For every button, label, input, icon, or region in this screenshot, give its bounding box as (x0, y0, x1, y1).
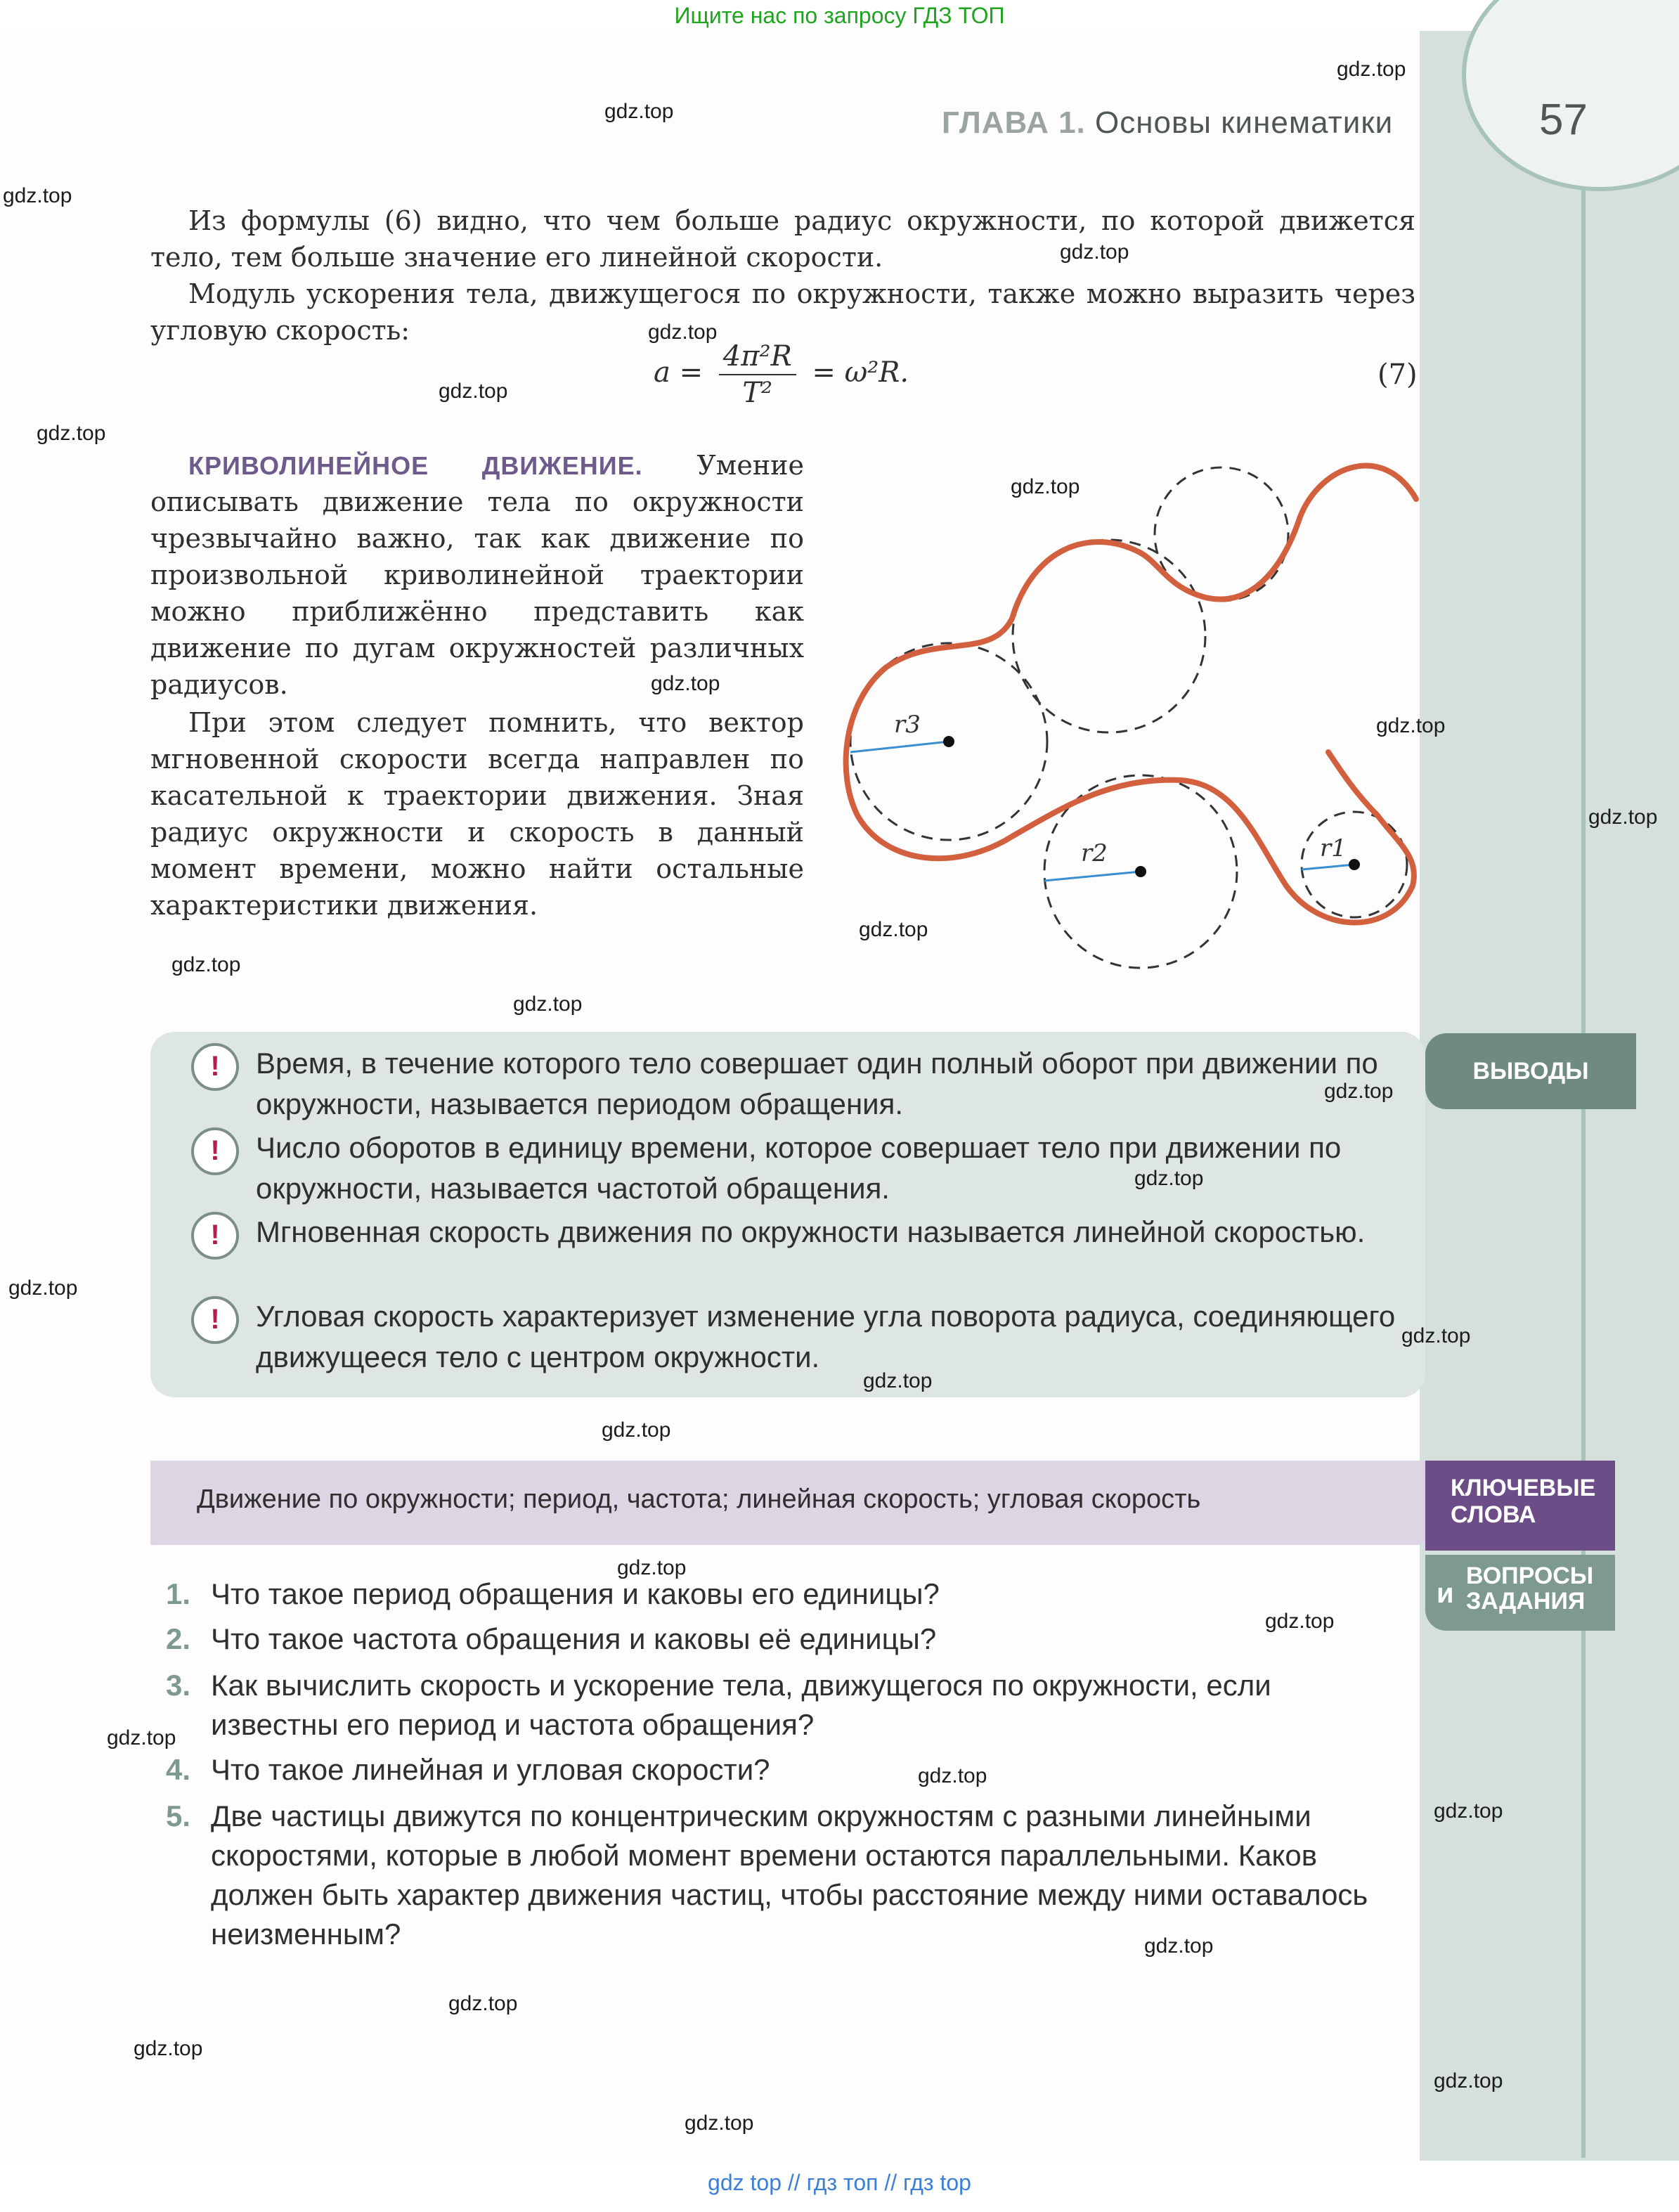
radius-line-r3 (850, 742, 949, 752)
watermark: gdz.top (685, 2111, 754, 2135)
curvilinear-trajectory-diagram (829, 450, 1448, 984)
watermark: gdz.top (651, 672, 720, 695)
curvilinear-heading: КРИВОЛИНЕЙНОЕ ДВИЖЕНИЕ. (188, 451, 643, 480)
question-text: Что такое период обращения и каковы его единицы? (211, 1577, 940, 1610)
questions-tab (1425, 1555, 1615, 1631)
question-item (166, 1666, 1392, 1745)
keywords-tab-line1: КЛЮЧЕВЫЕ (1451, 1475, 1596, 1501)
label-r3: r3 (894, 711, 921, 739)
paragraph-radius: Из формулы (6) видно, что чем больше радиус окружности, по которой движется тело, тем больше значение его линейной скорости. (150, 205, 1415, 273)
watermark: gdz.top (1265, 1610, 1335, 1633)
question-number: 4. (166, 1753, 191, 1786)
paragraph-acceleration: Модуль ускорения тела, движущегося по окружности, также можно выразить через угловую скорость: (150, 278, 1415, 346)
question-item (166, 1574, 1392, 1614)
watermark: gdz.top (107, 1726, 176, 1749)
label-r2: r2 (1081, 839, 1108, 867)
formula-lhs: a = (654, 356, 704, 389)
keywords-tab-line2: СЛОВА (1451, 1501, 1536, 1528)
watermark: gdz.top (648, 321, 718, 344)
watermark: gdz.top (134, 2037, 203, 2060)
watermark: gdz.top (602, 1418, 671, 1442)
watermark: gdz.top (617, 1556, 687, 1579)
question-text: Что такое линейная и угловая скорости? (211, 1753, 770, 1786)
watermark: gdz.top (3, 184, 72, 207)
questions-tab-line1: ВОПРОСЫ (1466, 1563, 1594, 1589)
watermark: gdz.top (918, 1764, 987, 1787)
side-line (1581, 134, 1586, 2158)
paragraph-curvilinear-text: Умение описывать движение тела по окружности чрезвычайно важно, так как движение по произвольной криволинейной траектории можно приближённо представить как движение по дугам окружностей различных радиусов. (150, 450, 804, 700)
watermark: gdz.top (37, 422, 106, 445)
bottom-banner[interactable]: gdz top // гдз топ // гдз top (708, 2170, 971, 2195)
questions-tab-line2: ЗАДАНИЯ (1466, 1588, 1586, 1615)
formula-denominator: T² (742, 377, 773, 409)
exclamation-icon: ! (191, 1212, 239, 1260)
question-number: 1. (166, 1577, 191, 1610)
questions-tab-conjunction: и (1437, 1578, 1454, 1609)
watermark: gdz.top (1376, 714, 1446, 737)
watermark: gdz.top (448, 1992, 518, 2015)
question-text: Как вычислить скорость и ускорение тела, движущегося по окружности, если известны его период и частота обращения? (211, 1669, 1271, 1741)
conclusions-tab: ВЫВОДЫ (1425, 1033, 1636, 1109)
watermark: gdz.top (859, 918, 928, 941)
paragraph-velocity-vector: При этом следует помнить, что вектор мгновенной скорости всегда направлен по касательной к траектории движения. Зная радиус окружности и скорость в данный момент времени, можно найти остальные характеристики движения. (150, 707, 804, 921)
formula-number: (7) (1377, 358, 1418, 391)
watermark: gdz.top (1144, 1934, 1214, 1958)
watermark: gdz.top (439, 380, 508, 403)
question-item (166, 1619, 1392, 1659)
watermark: gdz.top (1588, 806, 1658, 829)
center-point-r3 (943, 736, 954, 747)
question-text: Две частицы движутся по концентрическим окружностям с разными линейными скоростями, которые в любой момент времени остаются параллельными. Каков должен быть характер движения частиц, чтобы расстояние между ними оставалось неизменным? (211, 1799, 1368, 1951)
questions-tab-title (1466, 1563, 1593, 1614)
watermark: gdz.top (863, 1369, 933, 1392)
watermark: gdz.top (513, 992, 583, 1016)
question-item (166, 1797, 1392, 1954)
center-point-r2 (1135, 866, 1146, 877)
watermark: gdz.top (1434, 2069, 1503, 2093)
watermark: gdz.top (171, 953, 241, 976)
chapter-label: ГЛАВА 1. (942, 105, 1086, 140)
center-point-r1 (1349, 859, 1360, 870)
conclusion-item: Угловая скорость характеризует изменение угла поворота радиуса, соединяющего движущееся тело с центром окружности. (256, 1300, 1396, 1373)
question-number: 2. (166, 1622, 191, 1655)
watermark: gdz.top (1434, 1799, 1503, 1823)
formula-fraction (719, 340, 796, 409)
question-text: Что такое частота обращения и каковы её единицы? (211, 1622, 937, 1655)
formula-rhs: = ω²R. (812, 356, 909, 389)
keywords-tab (1425, 1461, 1615, 1551)
watermark: gdz.top (1134, 1167, 1204, 1190)
formula-7 (654, 340, 909, 409)
conclusions-box (150, 1032, 1425, 1397)
top-banner[interactable]: Ищите нас по запросу ГДЗ ТОП (674, 3, 1005, 28)
chapter-title: Основы кинематики (1095, 105, 1394, 140)
question-number: 5. (166, 1799, 191, 1832)
paragraph-curvilinear (150, 447, 804, 703)
question-item (166, 1750, 1392, 1790)
formula-numerator: 4π²R (719, 340, 796, 375)
question-number: 3. (166, 1669, 191, 1702)
watermark: gdz.top (1401, 1324, 1471, 1347)
watermark: gdz.top (1060, 240, 1129, 264)
watermark: gdz.top (604, 100, 674, 123)
radius-line-r2 (1044, 872, 1141, 881)
watermark: gdz.top (8, 1276, 78, 1300)
chapter-heading (942, 105, 1393, 141)
radius-line-r1 (1302, 865, 1354, 869)
conclusion-item: Число оборотов в единицу времени, которое совершает тело при движении по окружности, называется частотой обращения. (256, 1131, 1342, 1205)
watermark: gdz.top (1337, 58, 1406, 81)
conclusion-item: Время, в течение которого тело совершает один полный оборот при движении по окружности, называется периодом обращения. (256, 1047, 1378, 1120)
watermark: gdz.top (1324, 1080, 1394, 1103)
keywords-text: Движение по окружности; период, частота; линейная скорость; угловая скорость (197, 1485, 1201, 1514)
exclamation-icon: ! (191, 1043, 239, 1091)
page-number: 57 (1539, 96, 1588, 144)
watermark: gdz.top (1011, 475, 1080, 498)
exclamation-icon: ! (191, 1127, 239, 1175)
exclamation-icon: ! (191, 1296, 239, 1344)
label-r1: r1 (1320, 834, 1347, 862)
conclusion-item: Мгновенная скорость движения по окружности называется линейной скоростью. (256, 1215, 1366, 1248)
